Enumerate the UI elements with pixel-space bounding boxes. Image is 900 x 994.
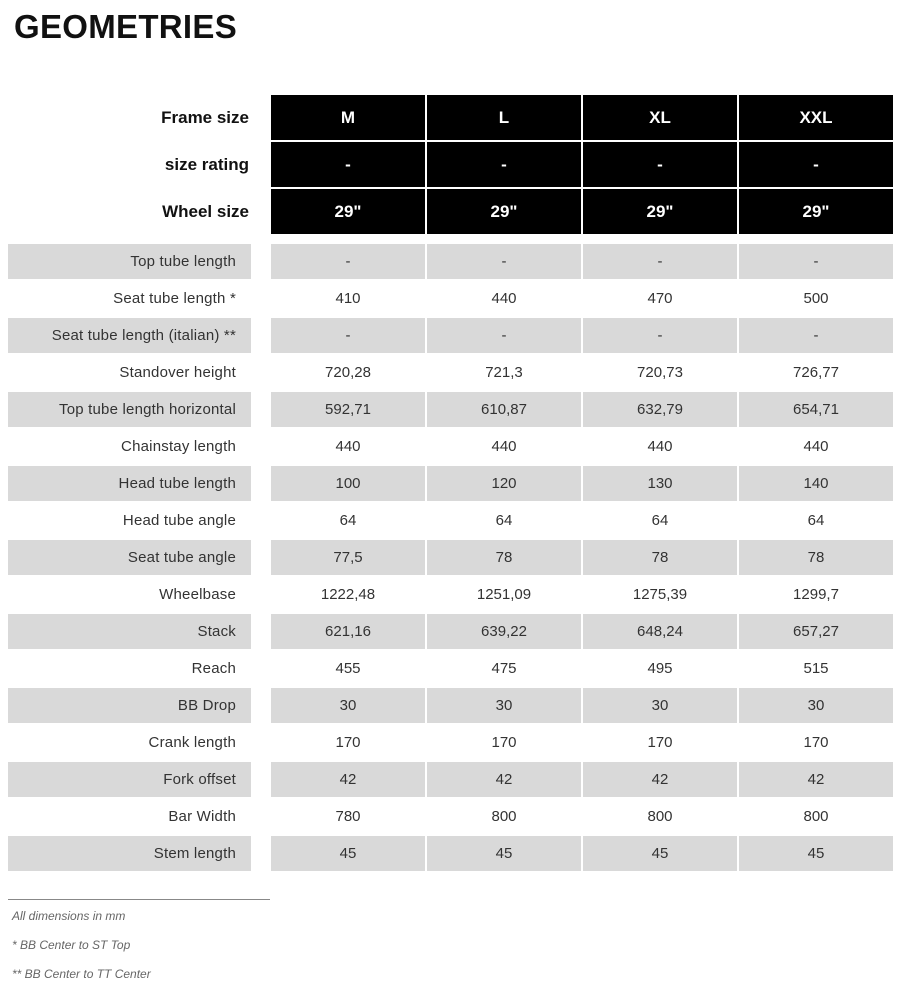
table-cell: 78	[583, 540, 737, 575]
header-row-label: Frame size	[161, 107, 249, 127]
header-row-label: size rating	[164, 154, 249, 174]
table-cell: 30	[271, 688, 425, 723]
table-cell: 721,3	[485, 364, 523, 381]
table-cell: 495	[647, 660, 673, 677]
table-cell: -	[427, 318, 581, 353]
table-cell: 170	[491, 734, 517, 751]
table-cell: 654,71	[739, 392, 893, 427]
table-cell: 726,77	[793, 364, 839, 381]
table-cell: 77,5	[271, 540, 425, 575]
row-label: Seat tube length (italian) **	[8, 318, 251, 353]
table-cell: 470	[647, 290, 673, 307]
table-cell: 440	[647, 438, 673, 455]
table-cell: 42	[739, 762, 893, 797]
row-label: Stem length	[8, 836, 251, 871]
table-cell: 648,24	[583, 614, 737, 649]
table-cell: 45	[583, 836, 737, 871]
table-cell: 657,27	[739, 614, 893, 649]
table-cell: 42	[427, 762, 581, 797]
table-cell: 610,87	[427, 392, 581, 427]
table-cell: 45	[427, 836, 581, 871]
page-title: GEOMETRIES	[14, 8, 238, 45]
table-cell: -	[427, 244, 581, 279]
table-cell: 592,71	[271, 392, 425, 427]
row-label: Head tube angle	[122, 512, 236, 529]
table-cell: -	[271, 318, 425, 353]
table-cell: 515	[803, 660, 829, 677]
row-label: Bar Width	[168, 808, 236, 825]
footnote-units: All dimensions in mm	[12, 909, 126, 923]
table-cell: 440	[803, 438, 829, 455]
row-label: Stack	[8, 614, 251, 649]
table-cell: 621,16	[271, 614, 425, 649]
table-cell: 42	[271, 762, 425, 797]
header-cell: 29"	[583, 189, 737, 234]
footnotes-divider	[8, 899, 270, 900]
table-cell: 1222,48	[320, 586, 376, 603]
table-cell: 170	[647, 734, 673, 751]
table-cell: 45	[271, 836, 425, 871]
footnote-seat-tube-italian: ** BB Center to TT Center	[12, 967, 151, 981]
header-cell: -	[583, 142, 737, 187]
table-cell: 100	[271, 466, 425, 501]
footnote-seat-tube: * BB Center to ST Top	[12, 938, 131, 952]
row-label: BB Drop	[8, 688, 251, 723]
table-cell: 1275,39	[632, 586, 688, 603]
table-cell: 455	[335, 660, 361, 677]
table-cell: 30	[427, 688, 581, 723]
row-label: Seat tube angle	[8, 540, 251, 575]
table-cell: 130	[583, 466, 737, 501]
table-cell: -	[739, 244, 893, 279]
header-cell: 29"	[271, 189, 425, 234]
row-label: Crank length	[148, 734, 236, 751]
table-cell: 720,73	[637, 364, 683, 381]
table-cell: 780	[335, 808, 361, 825]
row-label: Fork offset	[8, 762, 251, 797]
header-cell: 29"	[739, 189, 893, 234]
row-label: Reach	[191, 660, 236, 677]
table-cell: 800	[647, 808, 673, 825]
table-cell: 78	[427, 540, 581, 575]
row-label: Wheelbase	[159, 586, 236, 603]
table-cell: 500	[803, 290, 829, 307]
table-cell: 78	[739, 540, 893, 575]
header-cell: 29"	[427, 189, 581, 234]
table-cell: 639,22	[427, 614, 581, 649]
row-label: Top tube length	[8, 244, 251, 279]
header-cell: -	[739, 142, 893, 187]
table-cell: 30	[583, 688, 737, 723]
header-cell: -	[427, 142, 581, 187]
table-cell: 1299,7	[793, 586, 839, 603]
table-cell: 42	[583, 762, 737, 797]
table-cell: -	[271, 244, 425, 279]
row-label: Chainstay length	[121, 438, 236, 455]
header-cell: XXL	[739, 95, 893, 140]
row-label: Head tube length	[8, 466, 251, 501]
row-label: Standover height	[119, 364, 236, 381]
table-cell: 120	[427, 466, 581, 501]
row-label: Top tube length horizontal	[8, 392, 251, 427]
table-cell: 440	[491, 290, 517, 307]
table-cell: 800	[803, 808, 829, 825]
table-cell: 64	[651, 512, 669, 529]
table-cell: 720,28	[325, 364, 371, 381]
header-row-label: Wheel size	[162, 201, 249, 221]
table-cell: 1251,09	[476, 586, 532, 603]
table-cell: 440	[491, 438, 517, 455]
table-cell: -	[739, 318, 893, 353]
table-cell: 475	[491, 660, 517, 677]
table-cell: 170	[335, 734, 361, 751]
table-cell: -	[583, 244, 737, 279]
table-cell: 632,79	[583, 392, 737, 427]
table-cell: 440	[335, 438, 361, 455]
table-cell: 140	[739, 466, 893, 501]
table-cell: 64	[339, 512, 357, 529]
header-cell: M	[271, 95, 425, 140]
header-cell: L	[427, 95, 581, 140]
table-cell: 170	[803, 734, 829, 751]
row-label: Seat tube length *	[113, 290, 236, 307]
header-cell: -	[271, 142, 425, 187]
table-cell: 30	[739, 688, 893, 723]
table-cell: -	[583, 318, 737, 353]
table-cell: 410	[335, 290, 361, 307]
table-cell: 64	[495, 512, 513, 529]
table-cell: 64	[807, 512, 825, 529]
table-cell: 800	[491, 808, 517, 825]
table-cell: 45	[739, 836, 893, 871]
header-cell: XL	[583, 95, 737, 140]
